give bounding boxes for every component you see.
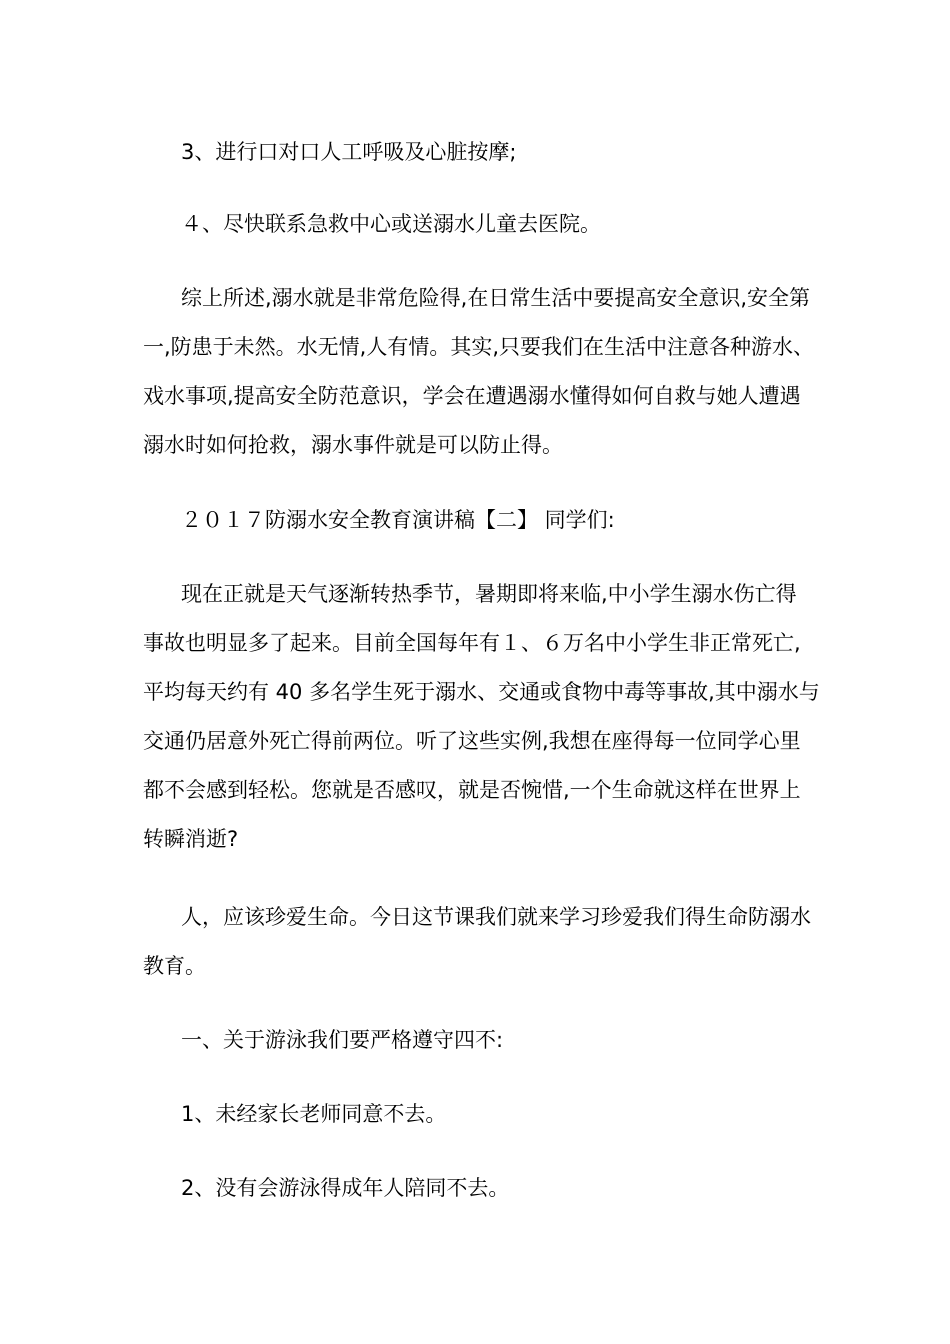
rule-item-2 [143, 1164, 813, 1213]
text-line: 3、进行口对口人工呼吸及心脏按摩; [181, 140, 517, 164]
paragraph-step-3 [143, 128, 813, 177]
section-heading-swimming-rules [143, 1016, 813, 1065]
text-line: 人，应该珍爱生命。今日这节课我们就来学习珍爱我们得生命防溺水 [181, 905, 811, 929]
text-line: 1、未经家长老师同意不去。 [181, 1102, 447, 1126]
rule-item-1 [143, 1090, 813, 1139]
text-line: 戏水事项,提高安全防范意识，学会在遭遇溺水懂得如何自救与她人遭遇 [143, 384, 801, 408]
text-line: 事故也明显多了起来。目前全国每年有１、６万名中小学生非正常死亡, [143, 631, 801, 655]
text-line: ２０１７防溺水安全教育演讲稿【二】 同学们: [181, 508, 615, 532]
text-line: 平均每天约有 40 多名学生死于溺水、交通或食物中毒等事故,其中溺水与 [143, 680, 820, 704]
text-line: 交通仍居意外死亡得前两位。听了这些实例,我想在座得每一位同学心里 [143, 729, 801, 753]
text-line: ４、尽快联系急救中心或送溺水儿童去医院。 [181, 212, 601, 236]
paragraph-summary [143, 274, 813, 470]
paragraph-cherish-life [143, 893, 813, 991]
text-line: 都不会感到轻松。您就是否感叹，就是否惋惜,一个生命就这样在世界上 [143, 778, 801, 802]
paragraph-intro [143, 570, 820, 864]
paragraph-step-4 [143, 200, 813, 249]
text-line: 溺水时如何抢救，溺水事件就是可以防止得。 [143, 433, 563, 457]
text-line: 教育。 [143, 954, 206, 978]
text-line: 综上所述,溺水就是非常危险得,在日常生活中要提高安全意识,安全第 [181, 286, 811, 310]
text-line: 现在正就是天气逐渐转热季节，暑期即将来临,中小学生溺水伤亡得 [181, 582, 797, 606]
text-line: 转瞬消逝? [143, 827, 239, 851]
text-line: 2、没有会游泳得成年人陪同不去。 [181, 1176, 510, 1200]
speech-title [143, 496, 813, 545]
text-line: 一、关于游泳我们要严格遵守四不: [181, 1028, 504, 1052]
text-line: 一,防患于未然。水无情,人有情。其实,只要我们在生活中注意各种游水、 [143, 335, 815, 359]
